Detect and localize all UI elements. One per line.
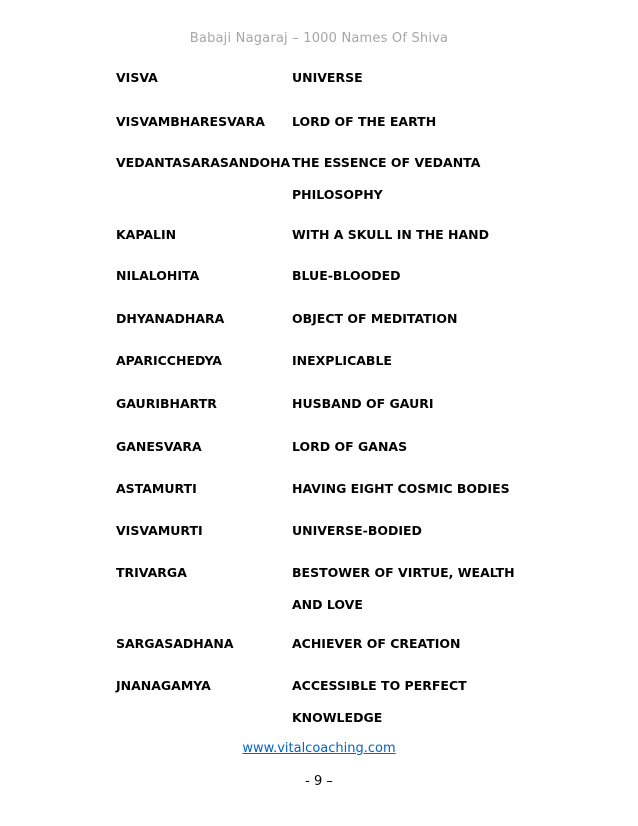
sanskrit-name: VISVA [116, 70, 158, 85]
meaning-line: THE ESSENCE OF VEDANTA [292, 155, 481, 170]
meaning-line-2: PHILOSOPHY [292, 187, 383, 202]
meaning-line: WITH A SKULL IN THE HAND [292, 227, 490, 242]
english-meaning [292, 353, 392, 368]
sanskrit-name: NILALOHITA [116, 268, 200, 283]
website-link[interactable]: www.vitalcoaching.com [242, 741, 396, 756]
english-meaning [292, 439, 407, 454]
sanskrit-name: APARICCHEDYA [116, 353, 222, 368]
meaning-line-2: AND LOVE [292, 597, 363, 612]
meaning-line: HUSBAND OF GAURI [292, 396, 434, 411]
english-meaning [292, 155, 481, 202]
english-meaning [292, 268, 401, 283]
english-meaning [292, 227, 489, 242]
english-meaning [292, 678, 467, 725]
page-number: - 9 – [305, 774, 333, 789]
english-meaning [292, 114, 436, 129]
sanskrit-name: GANESVARA [116, 439, 202, 454]
sanskrit-name: VEDANTASARASANDOHA [116, 155, 291, 170]
english-meaning [292, 636, 461, 651]
sanskrit-name: JNANAGAMYA [116, 678, 211, 693]
sanskrit-name: VISVAMURTI [116, 523, 203, 538]
english-meaning [292, 311, 457, 326]
sanskrit-name: DHYANADHARA [116, 311, 225, 326]
meaning-line: OBJECT OF MEDITATION [292, 311, 458, 326]
sanskrit-name: KAPALIN [116, 227, 177, 242]
page-header: Babaji Nagaraj – 1000 Names Of Shiva [189, 31, 449, 46]
meaning-line: UNIVERSE [292, 70, 363, 85]
meaning-line: INEXPLICABLE [292, 353, 392, 368]
english-meaning [292, 396, 434, 411]
sanskrit-name: TRIVARGA [116, 565, 187, 580]
english-meaning [292, 565, 515, 612]
meaning-line: BESTOWER OF VIRTUE, WEALTH [292, 565, 515, 580]
meaning-line: LORD OF THE EARTH [292, 114, 437, 129]
meaning-line: HAVING EIGHT COSMIC BODIES [292, 481, 510, 496]
meaning-line: UNIVERSE-BODIED [292, 523, 422, 538]
english-meaning [292, 481, 510, 496]
sanskrit-name: ASTAMURTI [116, 481, 197, 496]
sanskrit-name: GAURIBHARTR [116, 396, 217, 411]
meaning-line: BLUE-BLOODED [292, 268, 401, 283]
sanskrit-name: SARGASADHANA [116, 636, 234, 651]
english-meaning [292, 70, 363, 85]
meaning-line: LORD OF GANAS [292, 439, 408, 454]
meaning-line: ACHIEVER OF CREATION [292, 636, 461, 651]
english-meaning [292, 523, 422, 538]
meaning-line: ACCESSIBLE TO PERFECT [292, 678, 467, 693]
meaning-line-2: KNOWLEDGE [292, 710, 383, 725]
sanskrit-name: VISVAMBHARESVARA [116, 114, 265, 129]
